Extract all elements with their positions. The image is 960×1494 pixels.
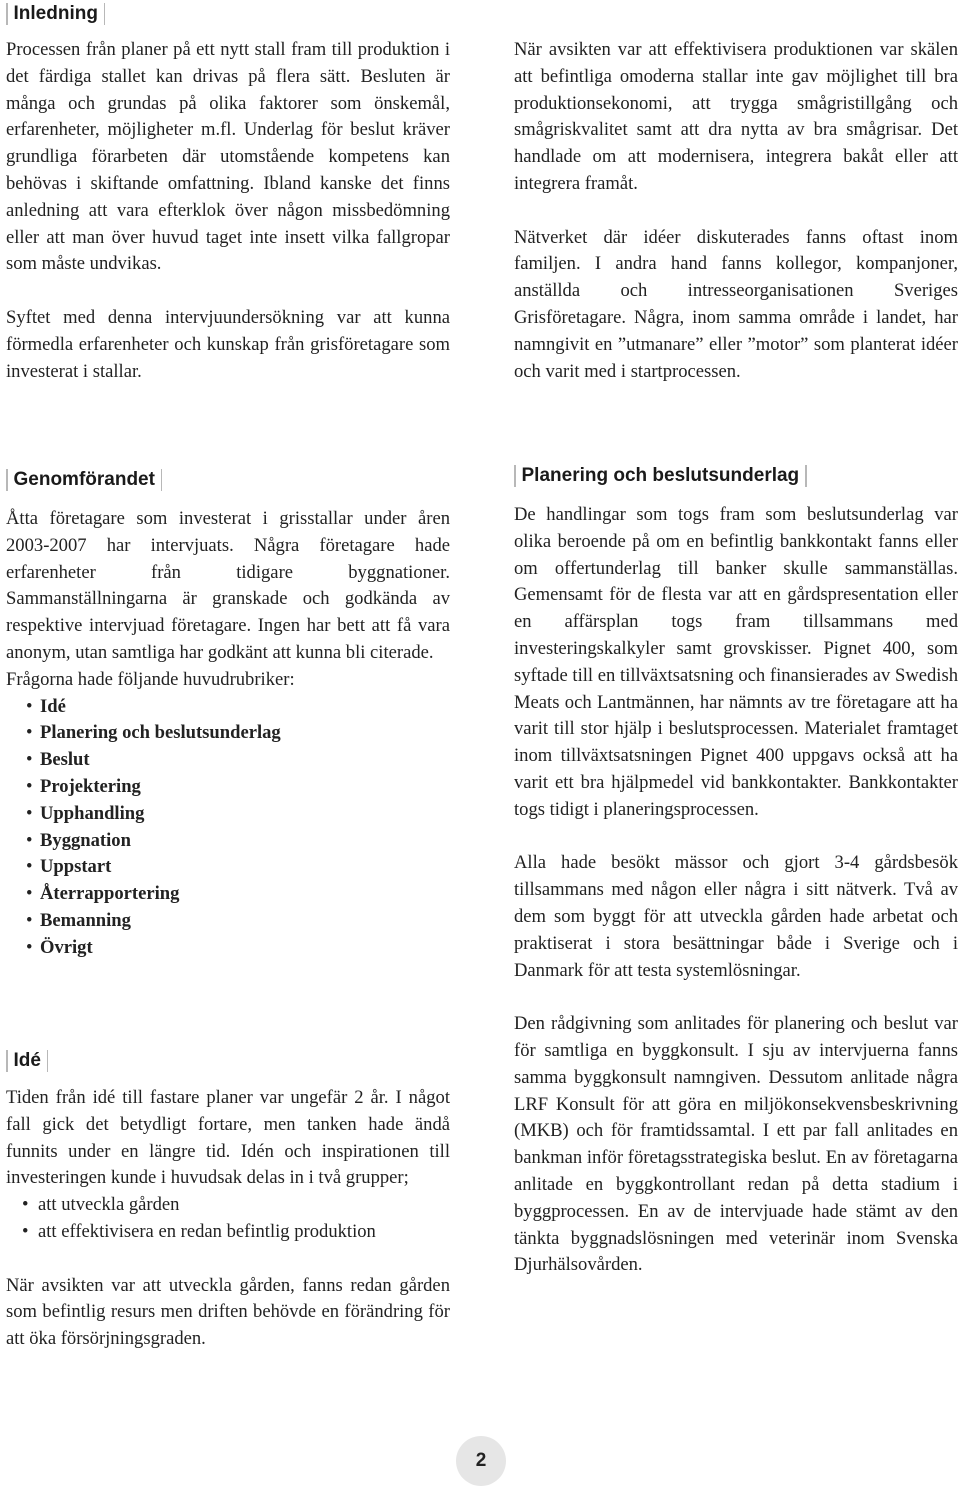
section-heading-genomforandet: [6, 466, 168, 494]
list-item: • Bemanning: [6, 908, 450, 935]
inledning-left-column: [6, 37, 450, 385]
list-item: • Uppstart: [6, 854, 450, 881]
heading-bar: [805, 465, 807, 487]
heading-bar: [47, 1050, 49, 1072]
list-item: • Återrapportering: [6, 881, 450, 908]
ide-section: [6, 1085, 450, 1353]
section-heading-inledning: [6, 0, 111, 28]
inledning-right-column: [514, 37, 958, 385]
list-intro: Frågorna hade följande huvudrubriker:: [6, 668, 295, 690]
heading-text: Planering och beslutsunderlag: [521, 465, 800, 486]
paragraph: Den rådgivning som anlitades för planering och beslut var för samtliga en byggkonsult. I sju av intervjuerna fanns samma byggkonsult namngiven. Dessutom anlitade några LRF Konsult för att göra en miljökonsekvensbeskrivning (MKB) och för framtidssamtal. I ett par fall anlitades en bankman inför företagsstrategiska beslut. En av företagarna anlitade en byggkontrollant redan på detta stadium i byggprocessen. En av de intervjuade hade stämt av den tänkta byggnadslösningen med veterinär inom Svenska Djurhälsovården.: [514, 1013, 958, 1276]
list-item: • Upphandling: [6, 801, 450, 828]
list-item: • Övrigt: [6, 935, 450, 962]
list-item: • att utveckla gården: [6, 1192, 450, 1219]
list-item: • Idé: [6, 694, 450, 721]
paragraph: De handlingar som togs fram som beslutsunderlag var olika beroende på om en befintlig bankkontakt fanns eller om offertunderlag till banker skulle sammanställas. Gemensamt för de flesta var att en gårdspresentation eller en affärsplan togs fram tillsammans med investeringskalkyler samt grovskisser. Pignet 400, som syftade till en tillväxtsatsning och finansierades av Swedish Meats och Lantmännen, har nämnts av tre företagare att ha varit till stor hjälp i beslutsprocessen. Materialet framtaget inom tillväxtsatsningen Pignet 400 uppgavs också att ha varit ett bra hjälpmedel vid bankkontakter. Bankkontakter togs tidigt i planeringsprocessen.: [514, 504, 958, 820]
heading-text: Genomförandet: [13, 469, 155, 490]
section-heading-planering: [514, 462, 813, 490]
paragraph: Alla hade besökt mässor och gjort 3-4 gårdsbesök tillsammans med någon eller några i sitt nätverk. Två av dem som byggt för att utveckla gården hade arbetat och praktiserat i stora besättningar både i Sverige och i Danmark för att testa systemlösningar.: [514, 852, 958, 981]
heading-text: Inledning: [13, 3, 98, 24]
heading-bar: [6, 1050, 8, 1072]
heading-bar: [104, 3, 106, 25]
list-item: • att effektivisera en redan befintlig produktion: [6, 1219, 450, 1246]
paragraph: Tiden från idé till fastare planer var ungefär 2 år. I något fall gick det betydligt fortare, men tanken hade ändå funnits under en längre tid. Idén och inspirationen till investeringen kunde i huvudsak delas in i två grupper;: [6, 1087, 450, 1189]
genomforandet-section: [6, 506, 450, 962]
heading-bar: [6, 469, 8, 491]
paragraph: Åtta företagare som investerat i grisstallar under åren 2003-2007 har intervjuats. Några företagare hade erfarenheter från tidigare byggnationer. Sammanställningarna är granskade och godkända av respektive intervjuad företagare. Ingen har bett att få vara anonym, utan samtliga har godkänt att kunna bli citerade.: [6, 508, 450, 663]
paragraph: När avsikten var att effektivisera produktionen var skälen att befintliga omoderna stallar inte gav möjlighet till bra produktionsekonomi, att trygga smågristillgång och smågriskvalitet samt att dra nytta av bra smågrisar. Det handlade om att modernisera, integrera bakåt eller att integrera framåt.: [514, 39, 958, 194]
page-number-badge: 2: [456, 1436, 506, 1486]
paragraph: När avsikten var att utveckla gården, fanns redan gården som befintlig resurs men driften behövde en förändring för att öka försörjningsgraden.: [6, 1274, 450, 1350]
heading-bar: [6, 3, 8, 25]
idea-group-list: [6, 1192, 450, 1246]
heading-text: Idé: [13, 1050, 41, 1071]
list-item: • Planering och beslutsunderlag: [6, 720, 450, 747]
planering-section: [514, 502, 958, 1279]
question-list: [6, 694, 450, 962]
list-item: • Beslut: [6, 747, 450, 774]
paragraph: Nätverket där idéer diskuterades fanns oftast inom familjen. I andra hand fanns kollegor, kompanjoner, anställda och intresseorganisationen Sveriges Grisföretagare. Några, inom samma område i landet, har namngivit en ”utmanare” eller ”motor” som planterat idéer och varit med i startprocessen.: [514, 226, 958, 382]
list-item: • Byggnation: [6, 828, 450, 855]
heading-bar: [161, 469, 163, 491]
paragraph: Syftet med denna intervjuundersökning var att kunna förmedla erfarenheter och kunskap från grisföretagare som investerat i stallar.: [6, 306, 450, 382]
paragraph: Processen från planer på ett nytt stall fram till produktion i det färdiga stallet kan drivas på flera sätt. Besluten är många och grundas på olika faktorer som önskemål, erfarenheter, möjligheter m.fl. Underlag för beslut kräver grundliga förarbeten där utomstående kompetens kan behövas i skiftande omfattning. Ibland kanske det finns anledning att vara efterklok över någon missbedömning eller att man över huvud taget inte insett vilka fallgropar som måste undvikas.: [6, 39, 450, 275]
section-heading-ide: [6, 1047, 54, 1075]
list-item: • Projektering: [6, 774, 450, 801]
heading-bar: [514, 465, 516, 487]
